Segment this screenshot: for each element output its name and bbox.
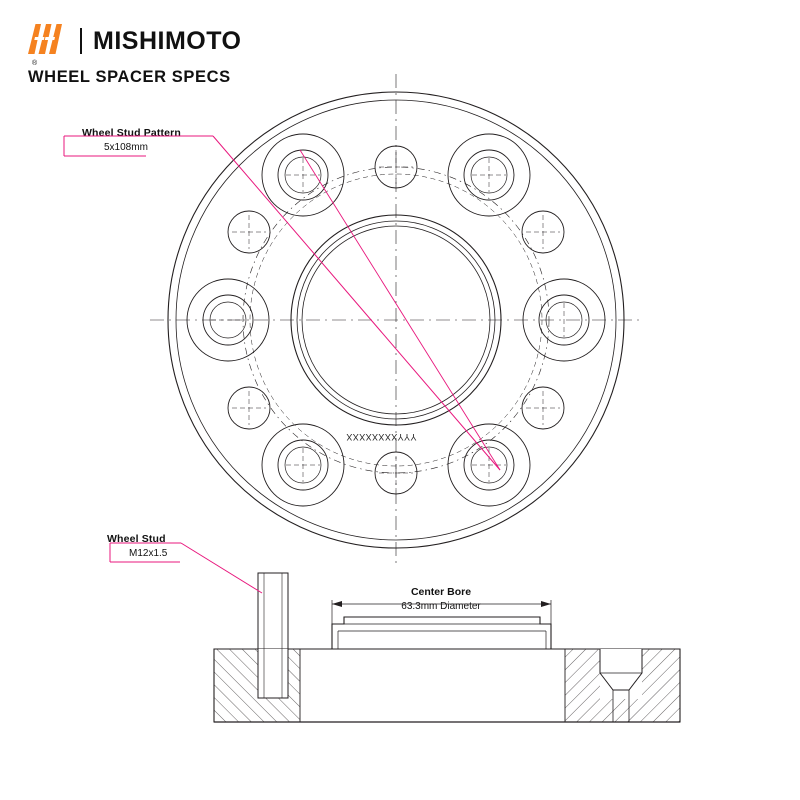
section-view-spacer: [214, 573, 683, 724]
leader-wheel-stud-diagonal: [181, 543, 262, 593]
dimension-title: Center Bore: [410, 586, 472, 598]
center-bore-dimension-line: [332, 600, 551, 646]
callout-value: 5x108mm: [104, 142, 148, 154]
dimension-value: 63.3mm Diameter: [401, 601, 481, 612]
callout-value: M12x1.5: [129, 548, 168, 560]
front-view-spacer: [150, 74, 642, 566]
callout-title: Wheel Stud Pattern: [82, 127, 181, 139]
brand-name: MISHIMOTO: [93, 26, 242, 55]
page-title: WHEEL SPACER SPECS: [28, 68, 231, 86]
leader-stud-pattern-diagonal: [213, 136, 500, 470]
leader-stud-pattern-diagonal2: [300, 150, 500, 470]
registered-mark: ®: [32, 60, 38, 67]
engraving-text: YYYXXXXXXXX: [346, 432, 417, 442]
leader-lines: [64, 136, 500, 593]
callout-title: Wheel Stud: [107, 533, 166, 545]
